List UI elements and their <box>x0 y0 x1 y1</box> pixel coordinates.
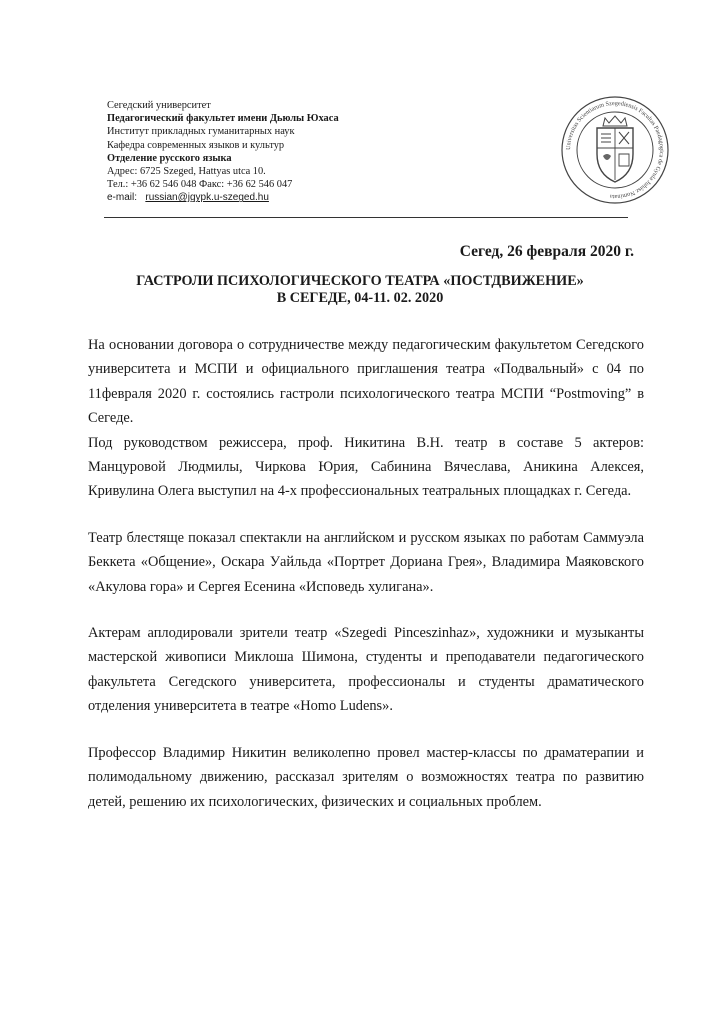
faculty-name: Педагогический факультет имени Дьюлы Юхаса <box>107 113 339 125</box>
letterhead-divider <box>104 217 628 218</box>
email-link[interactable]: russian@jgypk.u-szeged.hu <box>145 192 269 204</box>
paragraph-agreement: На основании договора о сотрудничестве между педагогическим факультетом Сегедского университета и МСПИ и официального приглашения театра «Подвальный» с 04 по 11февраля 2020 г. состоялись гастроли психологического театра МСПИ “Postmoving” в Сегеде. <box>88 337 644 427</box>
letterhead <box>107 99 527 205</box>
paragraph-performances: Театр блестяще показал спектакли на английском и русском языках по работам Саммуэла Беккета «Общение», Оскара Уайльда «Портрет Дориана Грея», Владимира Маяковского «Акулова гора» и Сергея Есенина «Исповедь хулигана». <box>88 529 644 595</box>
phone-fax: Тел.: +36 62 546 048 Факс: +36 62 546 047 <box>107 179 293 191</box>
paragraph-troupe: Под руководством режиссера, проф. Никитина В.Н. театр в составе 5 актеров: Манцуровой Людмилы, Чиркова Юрия, Сабинина Вячеслава, Аникина Алексея, Кривулина Олега выступил на 4-х профессиональных театральных площадках г. Сегеда. <box>88 434 644 500</box>
document-title <box>60 273 660 307</box>
department-name: Кафедра современных языков и культур <box>107 139 285 151</box>
email-label: e-mail: <box>107 192 138 204</box>
address: Адрес: 6725 Szeged, Hattyas utca 10. <box>107 166 266 178</box>
paragraph-audience: Актерам аплодировали зрители театр «Szegedi Pinceszinhaz», художники и музыканты мастерской живописи Миклоша Шимона, студенты и преподаватели педагогического факультета Сегедского университета, профессионалы и студенты драматического отделения университета в театре «Homo Ludens». <box>88 625 644 715</box>
university-name: Сегедский университет <box>107 100 211 111</box>
document-body <box>88 333 644 814</box>
title-line-1: ГАСТРОЛИ ПСИХОЛОГИЧЕСКОГО ТЕАТРА «ПОСТДВИЖЕНИЕ» <box>136 273 584 289</box>
document-date: Сегед, 26 февраля 2020 г. <box>459 243 634 260</box>
institute-name: Институт прикладных гуманитарных наук <box>107 126 295 138</box>
section-name: Отделение русского языка <box>107 152 232 164</box>
title-line-2: В СЕГЕДЕ, 04-11. 02. 2020 <box>276 290 444 306</box>
paragraph-masterclasses: Профессор Владимир Никитин великолепно провел мастер-классы по драматерапии и полимодальному движению, рассказал зрителям о возможностях театра по развитию детей, решению их психологических, физических и социальных проблем. <box>88 744 644 810</box>
svg-text:Universitas Scientiarum Szeged: Universitas Scientiarum Szegediensis Facultas Paedagogica de Gyula Juhász Nominata <box>564 99 666 201</box>
email-line <box>107 191 527 204</box>
university-seal-icon <box>559 94 671 206</box>
